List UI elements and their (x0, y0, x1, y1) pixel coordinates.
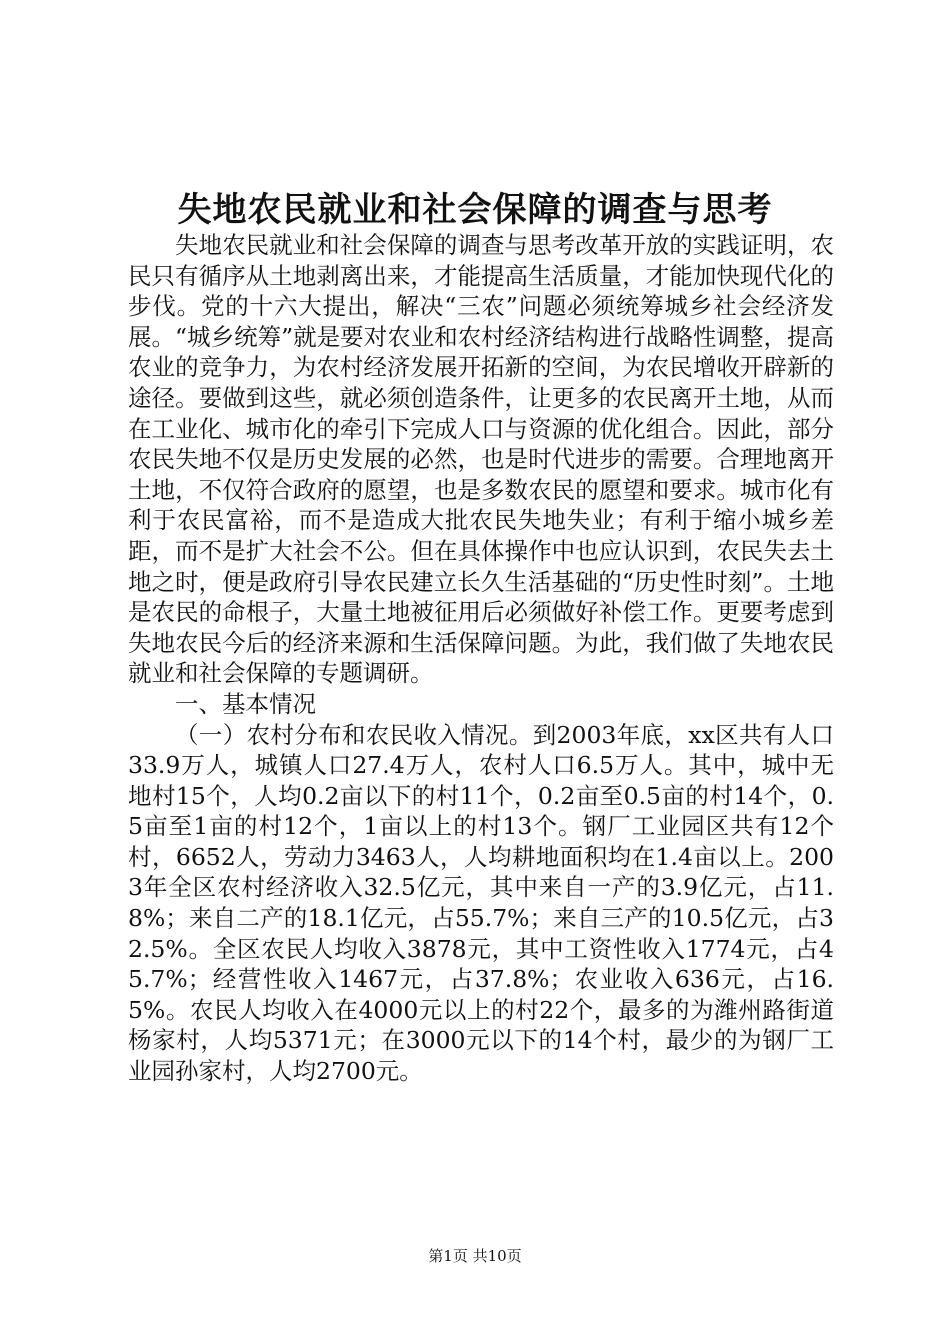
document-body (128, 230, 834, 1087)
page-footer: 第1页 共10页 (428, 1247, 522, 1265)
intro-paragraph: 失地农民就业和社会保障的调查与思考改革开放的实践证明，农民只有循序从土地剥离出来，才能提高生活质量，才能加快现代化的步伐。党的十六大提出，解决“三农”问题必须统筹城乡社会经济发展。“城乡统筹”就是要对农业和农村经济结构进行战略性调整，提高农业的竞争力，为农村经济发展开拓新的空间，为农民增收开辟新的途径。要做到这些，就必须创造条件，让更多的农民离开土地，从而在工业化、城市化的牵引下完成人口与资源的优化组合。因此，部分农民失地不仅是历史发展的必然，也是时代进步的需要。合理地离开土地，不仅符合政府的愿望，也是多数农民的愿望和要求。城市化有利于农民富裕，而不是造成大批农民失地失业；有利于缩小城乡差距，而不是扩大社会不公。但在具体操作中也应认识到，农民失去土地之时，便是政府引导农民建立长久生活基础的“历史性时刻”。土地是农民的命根子，大量土地被征用后必须做好补偿工作。更要考虑到失地农民今后的经济来源和生活保障问题。为此，我们做了失地农民就业和社会保障的专题调研。 (128, 231, 834, 688)
rural-distribution-paragraph: （一）农村分布和农民收入情况。到2003年底，xx区共有人口33.9万人，城镇人口27.4万人，农村人口6.5万人。其中，城中无地村15个，人均0.2亩以下的村11个，0.2亩至0.5亩的村14个，0.5亩至1亩的村12个，1亩以上的村13个。钢厂工业园区共有12个村，6652人，劳动力3463人，人均耕地面积均在1.4亩以上。2003年全区农村经济收入32.5亿元，其中来自一产的3.9亿元，占11.8%；来自二产的18.1亿元，占55.7%；来自三产的10.5亿元，占32.5%。全区农民人均收入3878元，其中工资性收入1774元，占45.7%；经营性收入1467元，占37.8%；农业收入636元，占16.5%。农民人均收入在4000元以上的村22个，最多的为潍州路街道杨家村，人均5371元；在3000元以下的14个村，最少的为钢厂工业园孙家村，人均2700元。 (128, 720, 834, 1086)
section-heading: 一、基本情况 (175, 689, 316, 718)
document-title: 失地农民就业和社会保障的调查与思考 (177, 190, 773, 230)
